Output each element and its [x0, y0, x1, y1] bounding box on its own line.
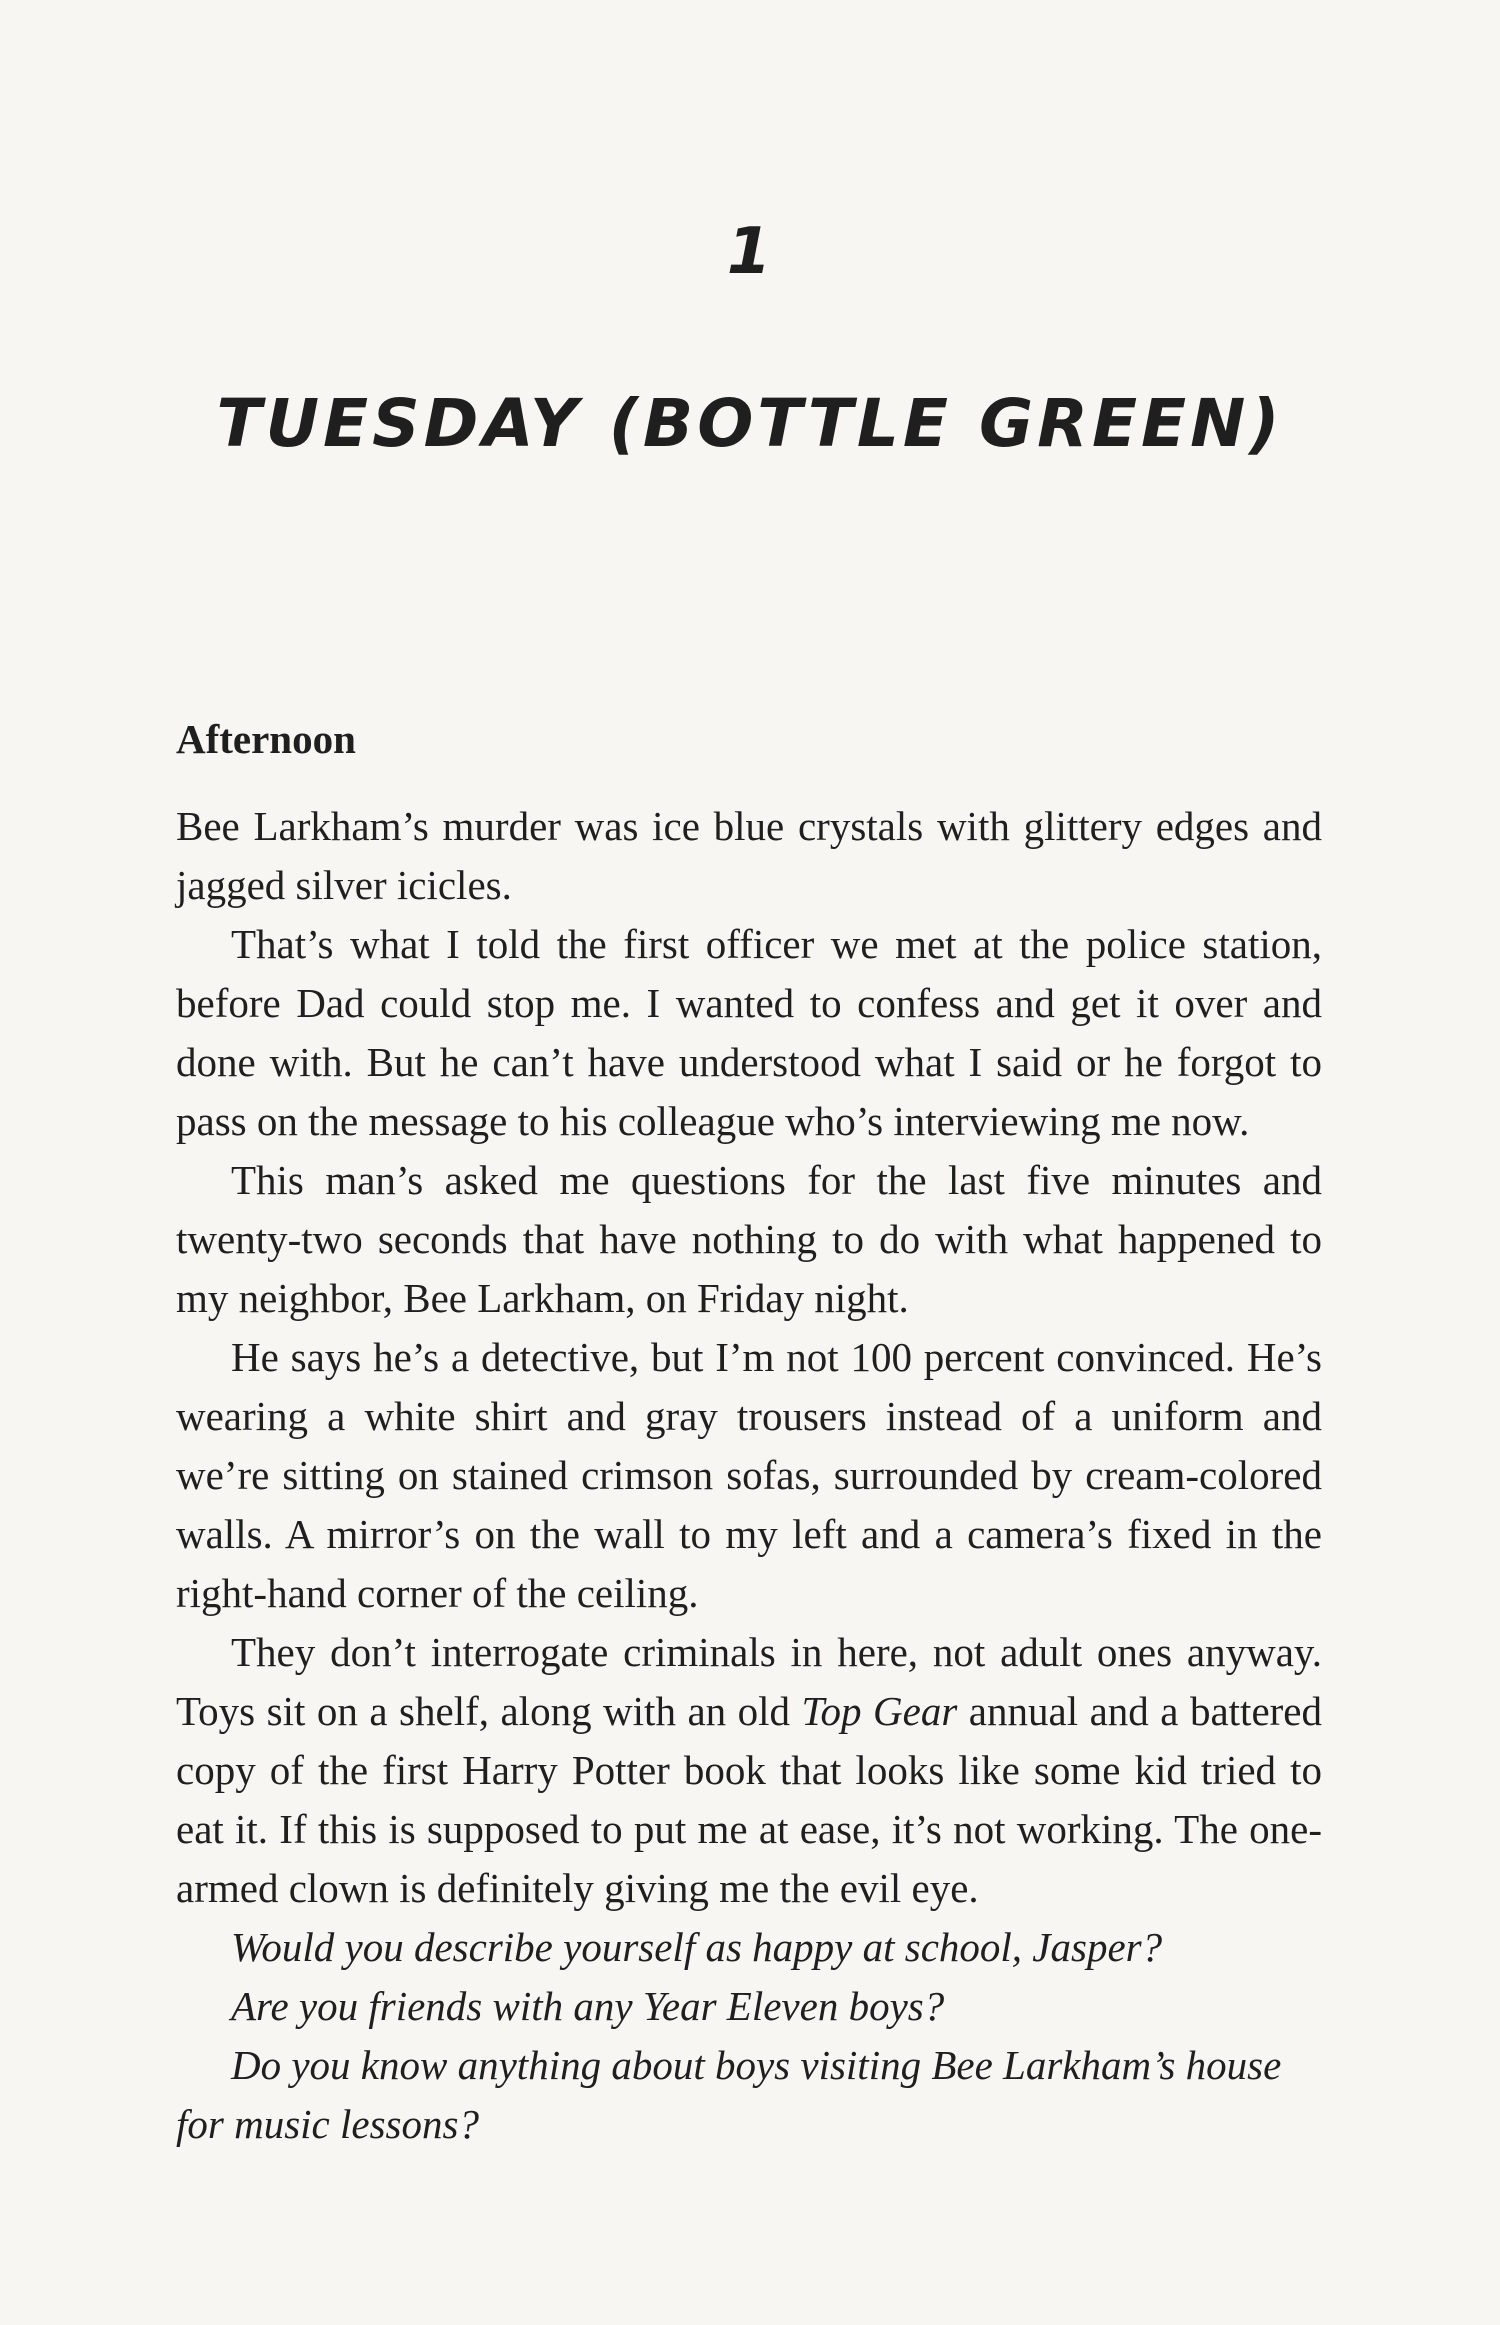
book-title-top-gear: Top Gear: [801, 1688, 958, 1734]
paragraph-1: Bee Larkham’s murder was ice blue crystals with glittery edges and jagged silver icicles.: [176, 803, 1322, 908]
paragraph-2: That’s what I told the first officer we met at the police station, before Dad could stop me. I wanted to confess and get it over and done with. But he can’t have understood what I said or he forgot to pass on the message to his colleague who’s interviewing me now.: [176, 921, 1322, 1144]
chapter-body: [176, 710, 1322, 2154]
paragraph-5-text-start: They don’t interrogate criminals in here, not adult ones anyway. Toys sit on a shelf, along with an old: [176, 1629, 1322, 1734]
question-3: Do you know anything about boys visiting Bee Larkham’s house for music lessons?: [176, 2042, 1282, 2147]
paragraph-5: [176, 1623, 1322, 1918]
paragraph-3: This man’s asked me questions for the last five minutes and twenty-two seconds that have nothing to do with what happened to my neighbor, Bee Larkham, on Friday night.: [176, 1157, 1322, 1321]
paragraph-4: He says he’s a detective, but I’m not 100 percent convinced. He’s wearing a white shirt and gray trousers instead of a uniform and we’re sitting on stained crimson sofas, surrounded by cream-colored walls. A mirror’s on the wall to my left and a camera’s fixed in the right-hand corner of the ceiling.: [176, 1334, 1322, 1616]
section-heading: Afternoon: [176, 716, 356, 762]
question-2: Are you friends with any Year Eleven boys?: [231, 1983, 945, 2029]
paragraph-5-text-end: annual and a battered copy of the first Harry Potter book that looks like some kid tried to eat it. If this is supposed to put me at ease, it’s not working. The one-armed clown is definitely giving me the evil eye.: [176, 1688, 1322, 1911]
question-1: Would you describe yourself as happy at school, Jasper?: [231, 1924, 1163, 1970]
chapter-number: 1: [726, 215, 774, 289]
chapter-title: TUESDAY (BOTTLE GREEN): [216, 385, 1284, 462]
